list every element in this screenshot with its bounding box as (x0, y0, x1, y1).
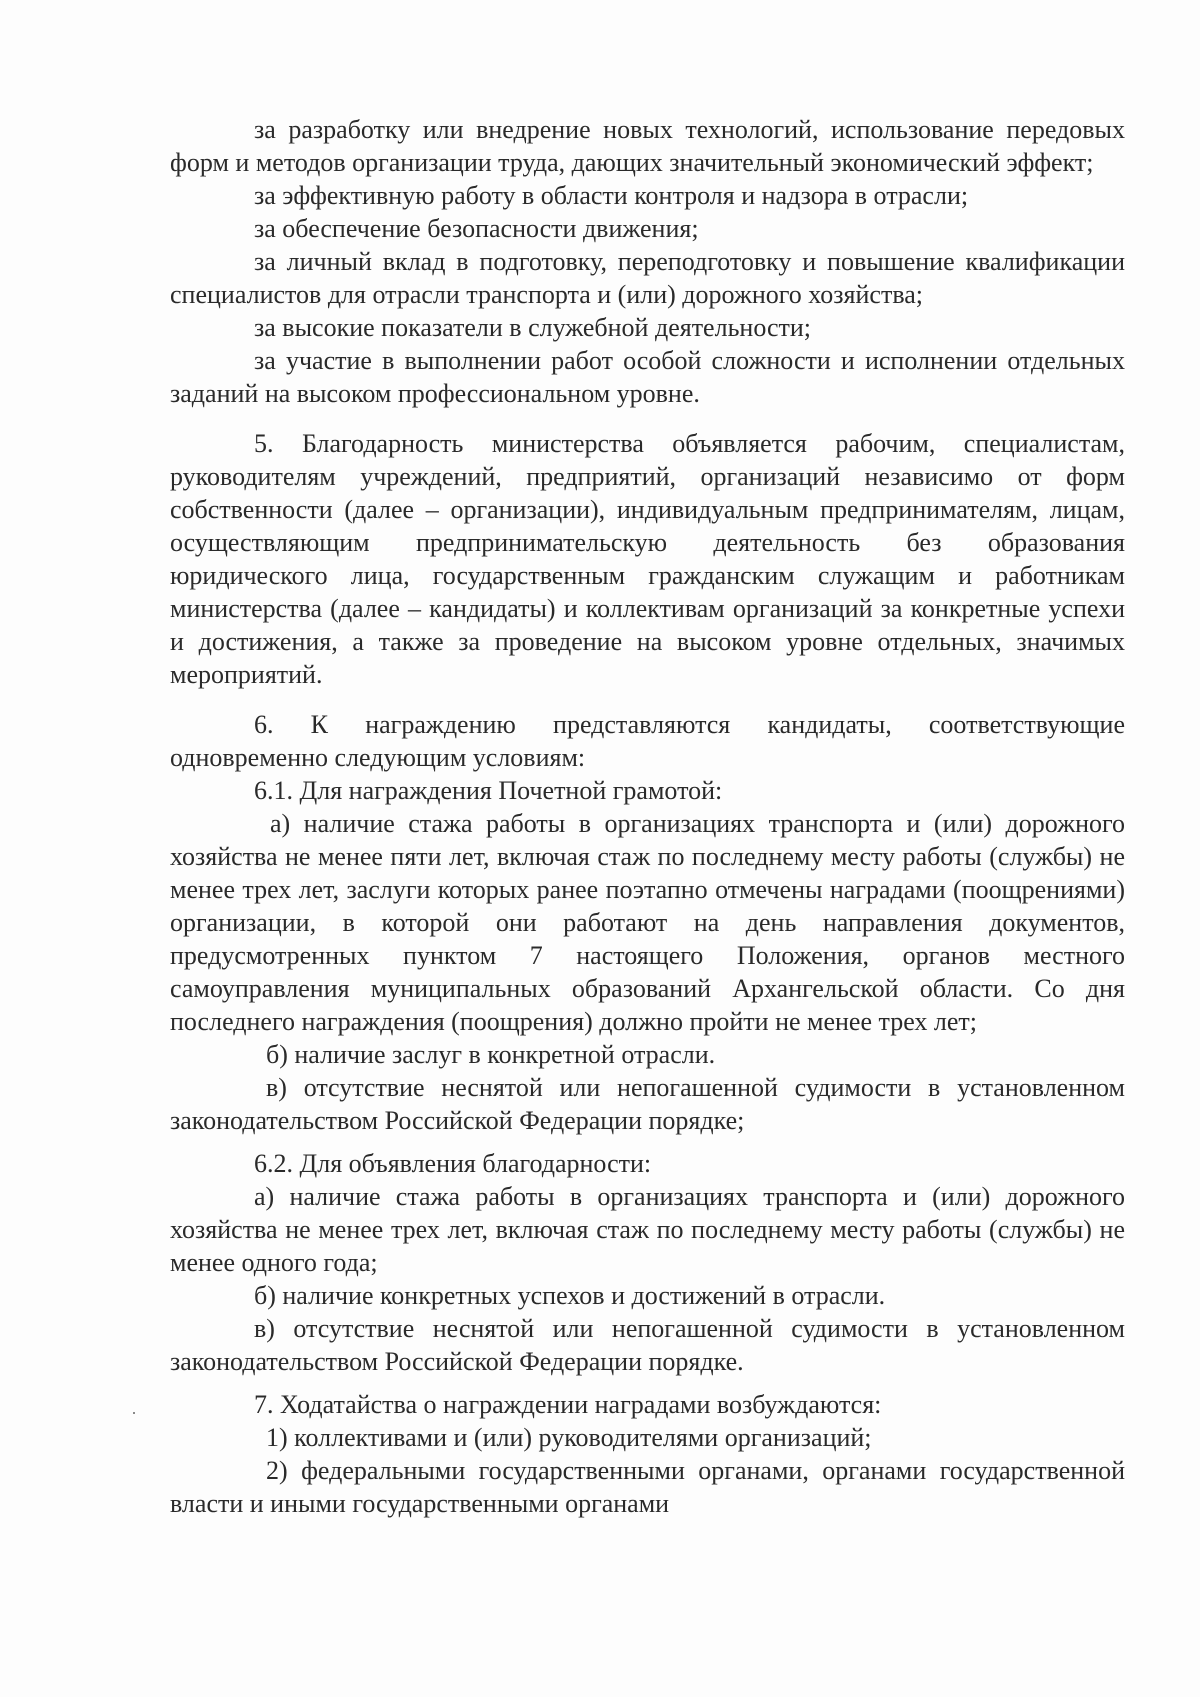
section-6-1-item-c: в) отсутствие неснятой или непогашенной судимости в установленном законодательством Российской Федерации порядке; (170, 1073, 1125, 1135)
section-7-paragraph: 7. Ходатайства о награждении наградами возбуждаются: (254, 1390, 882, 1419)
section-6-paragraph: 6. К награждению представляются кандидаты, соответствующие одновременно следующим условиям: (170, 710, 1125, 772)
document-body (170, 113, 1125, 1520)
section-6-2-heading: 6.2. Для объявления благодарности: (254, 1149, 652, 1178)
section-7-item-1: 1) коллективами и (или) руководителями организаций; (266, 1423, 872, 1452)
paragraph-training: за личный вклад в подготовку, переподготовку и повышение квалификации специалистов для отрасли транспорта и (или) дорожного хозяйства; (170, 247, 1125, 309)
section-7-item-2: 2) федеральными государственными органами, органами государственной власти и иными государственными органами (170, 1456, 1125, 1518)
section-6-2-item-b: б) наличие конкретных успехов и достижений в отрасли. (254, 1281, 886, 1310)
paragraph-performance: за высокие показатели в служебной деятельности; (254, 313, 812, 342)
paragraph-control: за эффективную работу в области контроля и надзора в отрасли; (254, 181, 969, 210)
scan-speck (133, 1412, 135, 1414)
section-6-1-heading: 6.1. Для награждения Почетной грамотой: (254, 776, 723, 805)
section-6-1-item-a: а) наличие стажа работы в организациях транспорта и (или) дорожного хозяйства не менее пяти лет, включая стаж по последнему месту работы (службы) не менее трех лет, заслуги которых ранее поэтапно отмечены наградами (поощрениями) организации, в которой они работают на день направления документов, предусмотренных пунктом 7 настоящего Положения, органов местного самоуправления муниципальных образований Архангельской области. Со дня последнего награждения (поощрения) должно пройти не менее трех лет; (170, 809, 1125, 1036)
paragraph-complex-work: за участие в выполнении работ особой сложности и исполнении отдельных заданий на высоком профессиональном уровне. (170, 346, 1125, 408)
paragraph-safety: за обеспечение безопасности движения; (254, 214, 699, 243)
section-6-1-item-b: б) наличие заслуг в конкретной отрасли. (266, 1040, 716, 1069)
section-6-2-item-a: а) наличие стажа работы в организациях транспорта и (или) дорожного хозяйства не менее трех лет, включая стаж по последнему месту работы (службы) не менее одного года; (170, 1182, 1125, 1277)
section-5-paragraph: 5. Благодарность министерства объявляется рабочим, специалистам, руководителям учреждений, предприятий, организаций независимо от форм собственности (далее – организации), индивидуальным предпринимателям, лицам, осуществляющим предпринимательскую деятельность без образования юридического лица, государственным гражданским служащим и работникам министерства (далее – кандидаты) и коллективам организаций за конкретные успехи и достижения, а также за проведение на высоком уровне отдельных, значимых мероприятий. (170, 429, 1125, 689)
paragraph-technologies: за разработку или внедрение новых технологий, использование передовых форм и методов организации труда, дающих значительный экономический эффект; (170, 115, 1125, 177)
section-6-2-item-c: в) отсутствие неснятой или непогашенной судимости в установленном законодательством Российской Федерации порядке. (170, 1314, 1125, 1376)
